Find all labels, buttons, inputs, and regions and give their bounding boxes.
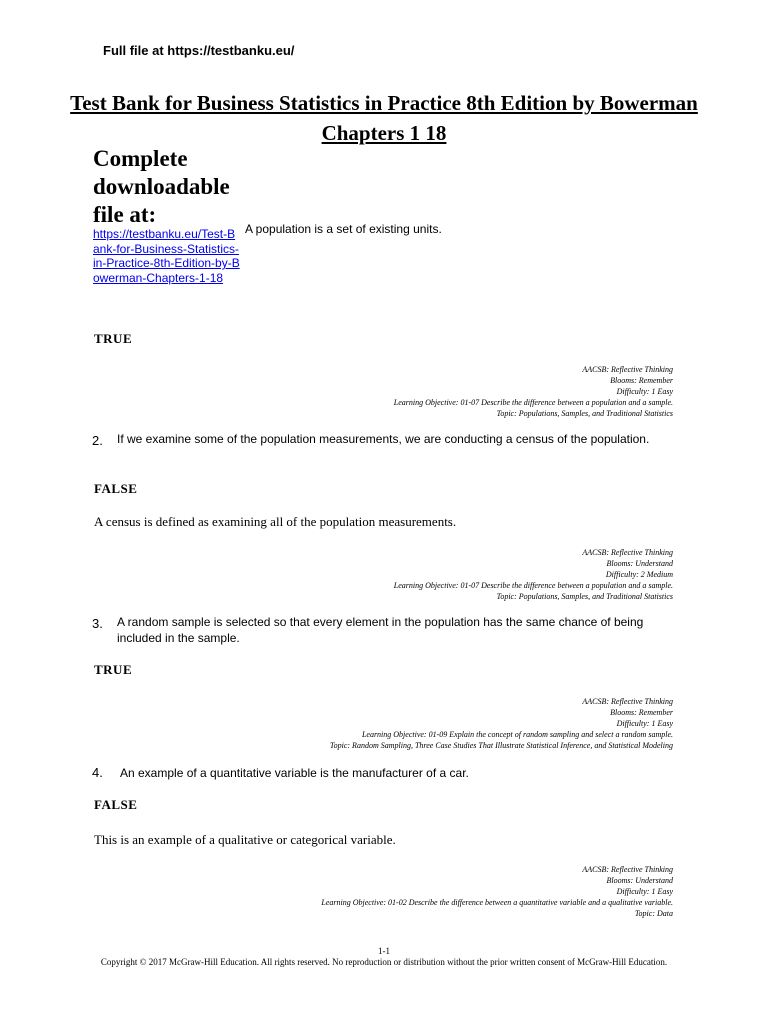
question-1-text: A population is a set of existing units. (245, 222, 442, 236)
meta-topic: Topic: Data (634, 909, 673, 918)
question-3-answer: TRUE (94, 662, 133, 677)
page-title: Test Bank for Business Statistics in Practice 8th Edition by Bowerman Chapters 1 18 (70, 91, 698, 145)
question-4-explanation: This is an example of a qualitative or categorical variable. (94, 832, 396, 847)
copyright-notice: Copyright © 2017 McGraw-Hill Education. All rights reserved. No reproduction or distribution without the prior written consent of McGraw-Hill Education. (100, 957, 668, 967)
meta-blooms: Blooms: Understand (606, 559, 673, 568)
question-4-number: 4. (92, 765, 103, 780)
meta-topic: Topic: Random Sampling, Three Case Studies That Illustrate Statistical Inference, and Statistical Modeling (329, 741, 673, 750)
meta-blooms: Blooms: Remember (610, 376, 673, 385)
question-3-number: 3. (92, 616, 103, 631)
page-footer (90, 946, 678, 968)
question-4-meta (113, 864, 673, 919)
download-link[interactable]: https://testbanku.eu/Test-Bank-for-Business-Statistics-in-Practice-8th-Edition-by-Bowerman-Chapters-1-18 (93, 227, 240, 285)
meta-difficulty: Difficulty: 1 Easy (616, 719, 673, 728)
question-1-answer: TRUE (94, 331, 133, 346)
meta-blooms: Blooms: Understand (606, 876, 673, 885)
full-file-link[interactable]: Full file at https://testbanku.eu/ (103, 43, 295, 58)
meta-learning-objective: Learning Objective: 01-09 Explain the concept of random sampling and select a random sample. (361, 730, 673, 739)
meta-aacsb: AACSB: Reflective Thinking (582, 697, 673, 706)
question-4-text: An example of a quantitative variable is the manufacturer of a car. (120, 766, 469, 780)
question-2-meta (113, 547, 673, 602)
question-2-answer: FALSE (94, 481, 138, 496)
question-2-number: 2. (92, 433, 103, 448)
meta-topic: Topic: Populations, Samples, and Traditional Statistics (496, 592, 673, 601)
question-2-text: If we examine some of the population measurements, we are conducting a census of the population. (117, 432, 650, 446)
question-3-meta (113, 696, 673, 751)
meta-learning-objective: Learning Objective: 01-02 Describe the difference between a quantitative variable and a qualitative variable. (321, 898, 673, 907)
question-1-meta (113, 364, 673, 419)
meta-learning-objective: Learning Objective: 01-07 Describe the difference between a population and a sample. (393, 398, 673, 407)
meta-aacsb: AACSB: Reflective Thinking (582, 548, 673, 557)
page-number: 1-1 (378, 946, 390, 956)
question-2-explanation: A census is defined as examining all of the population measurements. (94, 514, 457, 529)
download-heading: Complete downloadable file at: (93, 146, 230, 227)
meta-aacsb: AACSB: Reflective Thinking (582, 865, 673, 874)
meta-blooms: Blooms: Remember (610, 708, 673, 717)
meta-aacsb: AACSB: Reflective Thinking (582, 365, 673, 374)
question-3-text: A random sample is selected so that every element in the population has the same chance of being included in the sample. (117, 615, 644, 645)
meta-topic: Topic: Populations, Samples, and Traditional Statistics (496, 409, 673, 418)
meta-difficulty: Difficulty: 2 Medium (605, 570, 673, 579)
meta-difficulty: Difficulty: 1 Easy (616, 887, 673, 896)
question-4-answer: FALSE (94, 797, 138, 812)
meta-learning-objective: Learning Objective: 01-07 Describe the difference between a population and a sample. (393, 581, 673, 590)
meta-difficulty: Difficulty: 1 Easy (616, 387, 673, 396)
